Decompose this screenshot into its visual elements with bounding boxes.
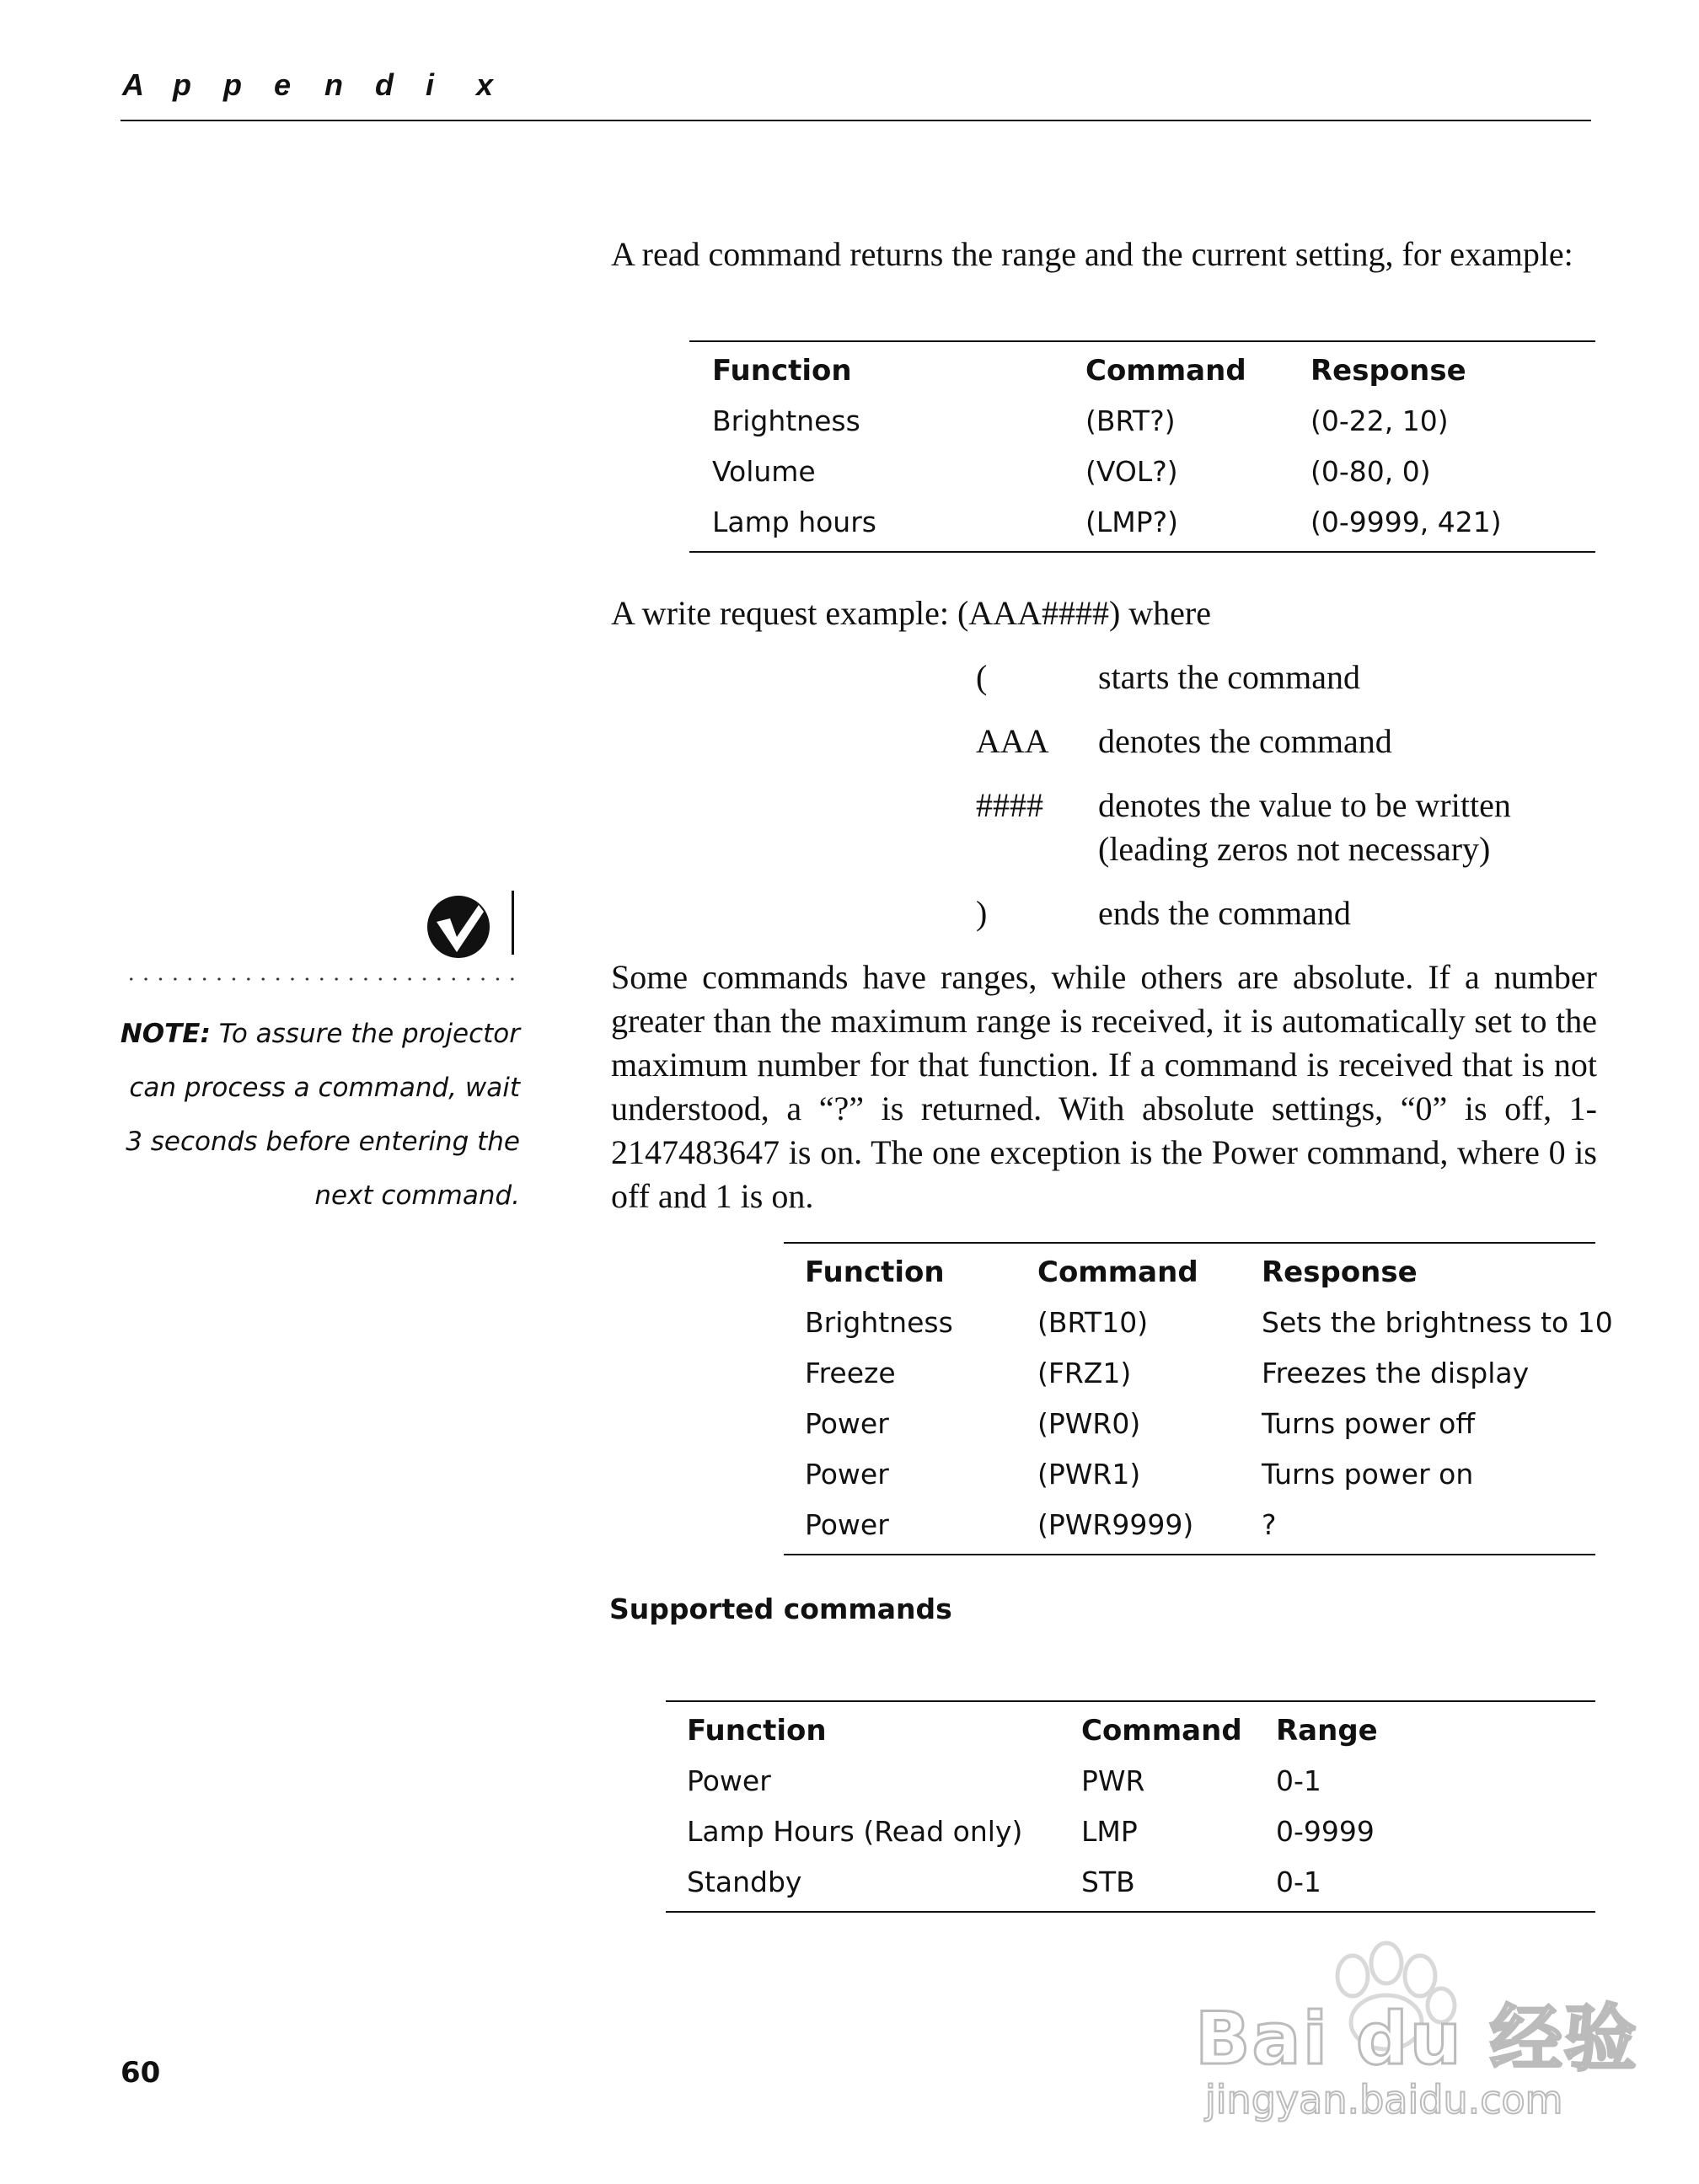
table-cell: Volume	[712, 455, 816, 488]
table-row	[689, 393, 1595, 443]
header-letter: p	[223, 67, 242, 102]
table-cell: (BRT?)	[1085, 404, 1176, 437]
table-header-row	[784, 1244, 1595, 1294]
definition-symbol: AAA	[976, 722, 1049, 760]
table-cell: (PWR0)	[1037, 1407, 1141, 1440]
table-header-row	[689, 342, 1595, 393]
column-header: Response	[1310, 354, 1466, 388]
table-row	[784, 1345, 1595, 1395]
write-command-table	[784, 1242, 1613, 1555]
column-header: Response	[1262, 1255, 1418, 1289]
header-letter: x	[476, 67, 494, 102]
column-header: Function	[805, 1255, 945, 1289]
table-cell: PWR	[1081, 1764, 1145, 1797]
table-cell: Standby	[687, 1866, 802, 1898]
table-cell: (0-22, 10)	[1310, 404, 1449, 437]
table-cell: Power	[805, 1508, 889, 1541]
header-rule	[121, 120, 1591, 121]
table-cell: (PWR1)	[1037, 1458, 1141, 1491]
table-cell: Sets the brightness to 10	[1262, 1306, 1613, 1339]
table-cell: 0-1	[1276, 1764, 1321, 1797]
watermark-url: jingyan.baidu.com	[1205, 2077, 1563, 2122]
note-dotted-rule	[124, 977, 520, 981]
table-cell: Brightness	[712, 404, 860, 437]
column-header: Function	[687, 1714, 827, 1748]
header-letter: A	[122, 67, 144, 102]
table-cell: ?	[1262, 1508, 1277, 1541]
definition-symbol: (	[976, 658, 988, 696]
supported-commands-table	[666, 1700, 1595, 1913]
sidebar-note	[118, 1007, 520, 1223]
table-cell: (VOL?)	[1085, 455, 1178, 488]
table-cell: (PWR9999)	[1037, 1508, 1194, 1541]
table-row	[666, 1753, 1595, 1803]
table-cell: (0-9999, 421)	[1310, 506, 1502, 538]
table-cell: 0-9999	[1276, 1815, 1375, 1848]
column-header: Command	[1081, 1714, 1242, 1748]
table-cell: (BRT10)	[1037, 1306, 1149, 1339]
table-cell: 0-1	[1276, 1866, 1321, 1898]
table-row	[784, 1446, 1595, 1496]
note-label: NOTE:	[120, 1019, 211, 1049]
table-header-row	[666, 1702, 1595, 1753]
table-cell: Freeze	[805, 1357, 896, 1389]
read-command-table	[689, 340, 1595, 553]
column-header: Range	[1276, 1714, 1378, 1748]
definition-symbol: ####	[976, 786, 1043, 824]
table-cell: STB	[1081, 1866, 1135, 1898]
note-check-icon	[425, 893, 492, 961]
table-cell: Power	[805, 1407, 889, 1440]
table-cell: (FRZ1)	[1037, 1357, 1132, 1389]
table-row	[689, 494, 1595, 544]
table-cell: (LMP?)	[1085, 506, 1179, 538]
watermark-text: Bai du 经验	[1195, 1997, 1638, 2081]
supported-commands-heading: Supported commands	[609, 1592, 952, 1625]
table-cell: LMP	[1081, 1815, 1138, 1848]
table-cell: Turns power off	[1262, 1407, 1476, 1440]
table-cell: Power	[805, 1458, 889, 1491]
table-cell: Lamp Hours (Read only)	[687, 1815, 1023, 1848]
write-request-intro: A write request example: (AAA####) where	[611, 594, 1211, 632]
read-command-intro: A read command returns the range and the current setting, for example:	[611, 235, 1573, 273]
definition-meaning: denotes the value to be written (leading zeros not necessary)	[1098, 786, 1511, 868]
header-letter: e	[274, 67, 292, 102]
table-cell: Brightness	[805, 1306, 953, 1339]
header-letter: d	[375, 67, 394, 102]
header-letter: p	[173, 67, 191, 102]
table-cell: Freezes the display	[1262, 1357, 1530, 1389]
definition-meaning: ends the command	[1098, 894, 1351, 932]
running-header	[122, 67, 527, 103]
table-cell: Lamp hours	[712, 506, 876, 538]
note-bar	[512, 891, 514, 955]
definition-meaning: starts the command	[1098, 658, 1361, 696]
table-row	[784, 1294, 1613, 1345]
definition-meaning: denotes the command	[1098, 722, 1392, 760]
ranges-paragraph: Some commands have ranges, while others are absolute. If a number greater than the maximum range is received, it is automatically set to the maximum number for that function. If a command is received that is not understood, a “?” is returned. With absolute settings, “0” is off, 1-2147483647 is on. The one exception is the Power command, where 0 is off and 1 is on.	[611, 958, 1597, 1215]
table-cell: Turns power on	[1262, 1458, 1474, 1491]
header-letter: n	[324, 67, 343, 102]
table-cell: (0-80, 0)	[1310, 455, 1431, 488]
table-cell: Power	[687, 1764, 771, 1797]
column-header: Function	[712, 354, 852, 388]
definition-symbol: )	[976, 894, 988, 932]
note-body: To assure the projector can process a command, wait 3 seconds before entering the next command.	[126, 1019, 520, 1211]
header-letter: i	[426, 67, 435, 102]
table-row	[666, 1803, 1595, 1854]
table-row	[784, 1395, 1595, 1446]
table-row	[689, 443, 1595, 494]
table-row	[784, 1496, 1595, 1547]
page-number: 60	[121, 2056, 161, 2090]
table-row	[666, 1854, 1595, 1904]
column-header: Command	[1085, 354, 1246, 388]
column-header: Command	[1037, 1255, 1198, 1289]
